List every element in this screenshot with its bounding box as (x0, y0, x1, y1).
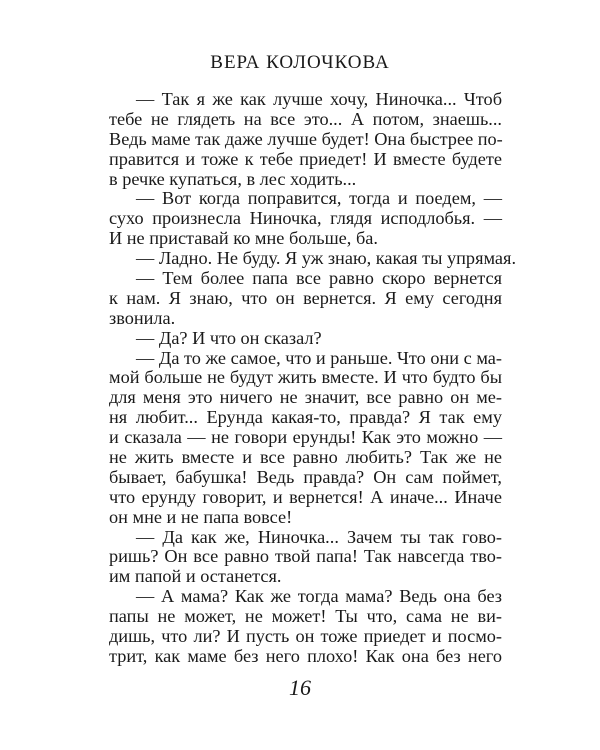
text-line: он мне и не папа вовсе! (109, 506, 293, 527)
text-line: дишь, что ли? И пусть он тоже приедет и посмо- (109, 626, 502, 647)
body-text (109, 89, 517, 667)
text-line: папы не может, не может! Ты что, сама не ви- (109, 606, 502, 627)
text-line: для меня это ничего не значит, все равно он ме- (109, 387, 502, 408)
text-line: мой больше не будут жить вместе. И что будто бы (109, 367, 502, 388)
text-line: И не приставай ко мне больше, ба. (109, 228, 378, 249)
text-line: правится и тоже к тебе приедет! И вместе будете (109, 148, 502, 169)
text-line: что ерунду говорит, и вернется! А иначе... Иначе (109, 486, 502, 507)
running-head-author: ВЕРА КОЛОЧКОВА (210, 52, 390, 73)
text-line: им папой и останется. (109, 566, 282, 587)
text-line: ришь? Он все равно твой папа! Так навсегда тво- (109, 546, 502, 567)
text-line: трит, как маме без него плохо! Как она без него (109, 645, 502, 666)
text-line: и сказала — не говори ерунды! Как это можно — (109, 427, 502, 448)
text-line: — Вот когда поправится, тогда и поедем, — (136, 188, 502, 209)
text-line: в речке купаться, в лес ходить... (109, 168, 357, 189)
text-line: — А мама? Как же тогда мама? Ведь она без (136, 586, 502, 607)
text-line: ня любит... Ерунда какая-то, правда? Я так ему (109, 407, 502, 428)
text-line: к нам. Я знаю, что он вернется. Я ему сегодня (109, 287, 502, 308)
text-line: Ведь маме так даже лучше будет! Она быстрее по- (109, 128, 503, 149)
text-line: — Ладно. Не буду. Я уж знаю, какая ты упрямая. (136, 248, 517, 269)
text-line: звонила. (109, 307, 176, 328)
text-line: — Да? И что он сказал? (136, 327, 322, 348)
text-line: — Да то же самое, что и раньше. Что они с ма- (136, 347, 502, 368)
text-line: — Тем более папа все равно скоро вернется (136, 268, 502, 289)
page-number: 16 (289, 675, 311, 700)
text-line: сухо произнесла Ниночка, глядя исподлобья. — (109, 208, 502, 229)
text-line: бывает, бабушка! Ведь правда? Он сам поймет, (109, 466, 502, 487)
text-line: — Да как же, Ниночка... Зачем ты так гово- (136, 526, 502, 547)
text-line: тебе не глядеть на все это... А потом, знаешь... (109, 108, 502, 129)
text-line: не жить вместе и все равно любить? Так же не (109, 447, 502, 468)
text-line: — Так я же как лучше хочу, Ниночка... Чтоб (136, 89, 502, 109)
